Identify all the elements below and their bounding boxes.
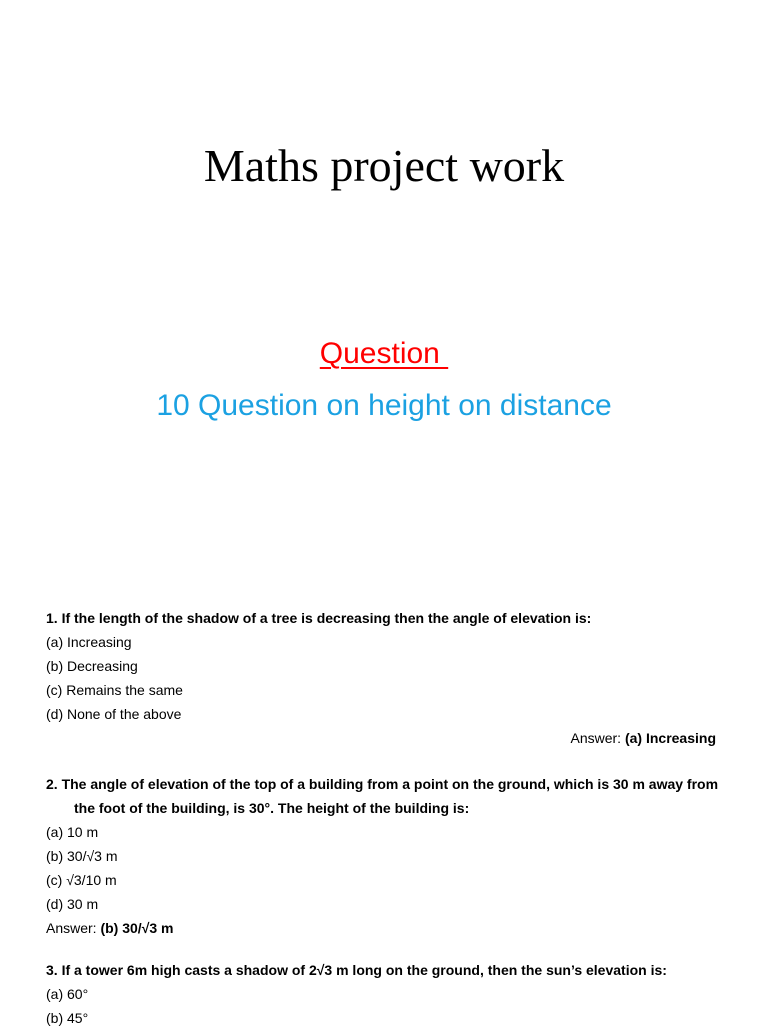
question-text: 1. If the length of the shadow of a tree is decreasing then the angle of elevation is: <box>46 610 592 626</box>
question-block-3 <box>46 958 726 1030</box>
option-b: (b) Decreasing <box>46 658 138 674</box>
page-title: Maths project work <box>203 140 565 191</box>
section-heading-text: Question <box>319 337 449 370</box>
answer-label: Answer: <box>46 920 101 936</box>
section-subheading: 10 Question on height on distance <box>156 389 612 422</box>
answer-label: Answer: <box>570 730 625 746</box>
option-d: (d) 30 m <box>46 896 99 912</box>
question-block-1 <box>46 606 726 750</box>
answer-line <box>46 916 726 940</box>
question-block-2 <box>46 772 726 940</box>
option-b: (b) 30/√3 m <box>46 848 118 864</box>
answer-line <box>46 726 726 750</box>
option-a: (a) Increasing <box>46 634 132 650</box>
option-b: (b) 45° <box>46 1010 89 1026</box>
section-heading <box>0 334 768 374</box>
question-text: 3. If a tower 6m high casts a shadow of 2√3 m long on the ground, then the sun’s elevation is: <box>46 962 667 978</box>
option-c: (c) √3/10 m <box>46 872 117 888</box>
option-a: (a) 60° <box>46 986 89 1002</box>
answer-value: (a) Increasing <box>624 730 716 746</box>
option-a: (a) 10 m <box>46 824 99 840</box>
option-d: (d) None of the above <box>46 706 182 722</box>
answer-value: (b) 30/√3 m <box>100 920 174 936</box>
option-c: (c) Remains the same <box>46 682 183 698</box>
question-text: 2. The angle of elevation of the top of a building from a point on the ground, which is 30 m away from the foot of the building, is 30°. The height of the building is: <box>46 776 719 816</box>
